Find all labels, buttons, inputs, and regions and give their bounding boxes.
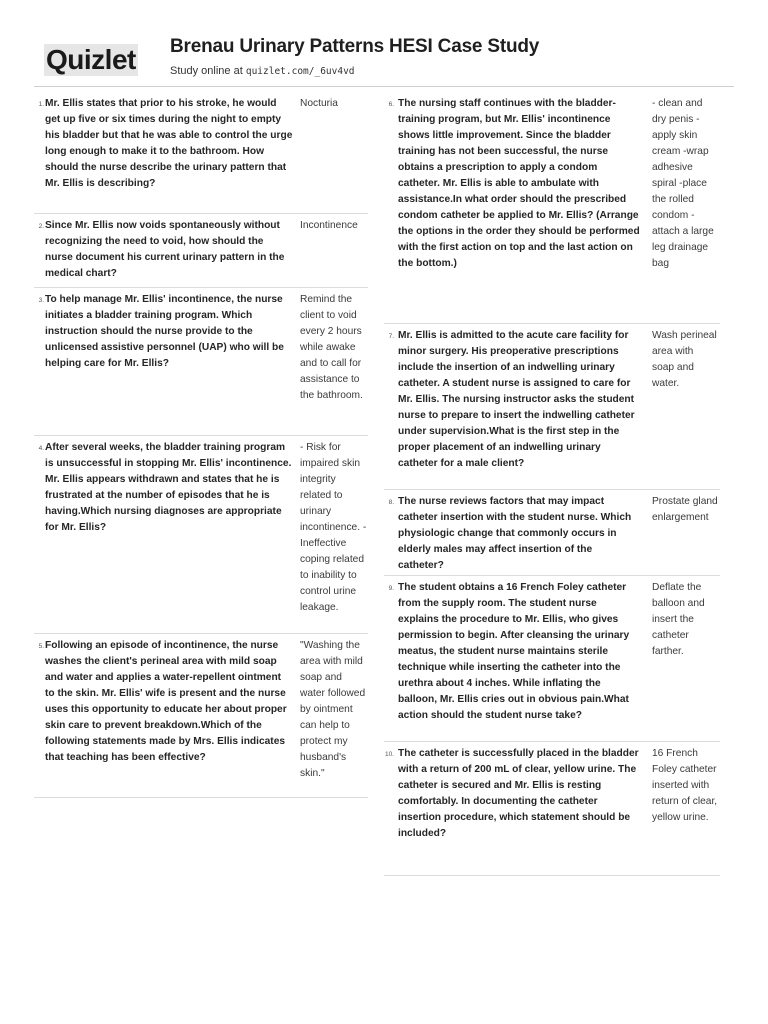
- card-term: The student obtains a 16 French Foley catheter from the supply room. The student nurse explains the procedure to Mr. Ellis, who gives permission to begin. After cleansing the urinary meatus, the student nurse maintains sterile technique while inserting the catheter into the urethra about 4 inches. While inflating the balloon, Mr. Ellis cries out in obvious pain.What action should the student nurse take?: [398, 582, 630, 721]
- card-number: 4.: [38, 445, 44, 452]
- card-term: The nurse reviews factors that may impact catheter insertion with the student nurse. Which physiologic change that commonly occurs in elderly males may affect insertion of the catheter?: [398, 496, 632, 571]
- card-definition: - Risk for impaired skin integrity related to urinary incontinence. - Ineffective coping related to inability to control urine leakage.: [300, 442, 367, 613]
- quizlet-logo[interactable]: Quizlet: [46, 44, 136, 75]
- card-number: 1.: [38, 101, 44, 108]
- flashcard-1: [34, 96, 368, 214]
- right-column: [384, 96, 720, 876]
- card-number: 5.: [38, 643, 44, 650]
- card-number: 3.: [38, 297, 44, 304]
- card-definition: Remind the client to void every 2 hours while awake and to call for assistance to the bathroom.: [300, 294, 363, 401]
- study-online-link[interactable]: quizlet.com/_6uv4vd: [245, 66, 355, 77]
- card-number: 8.: [388, 499, 394, 506]
- flashcard-2: [34, 214, 368, 288]
- card-term: After several weeks, the bladder training program is unsuccessful in stopping Mr. Ellis' incontinence. Mr. Ellis appears withdrawn and states that he is frustrated at the number of episodes that he is having.Which nursing diagnoses are appropriate for Mr. Ellis?: [45, 442, 292, 533]
- study-online-line: [170, 65, 355, 77]
- card-term: Since Mr. Ellis now voids spontaneously without recognizing the need to void, how should the nurse document his current urinary pattern in the medical chart?: [45, 220, 285, 279]
- card-term: Mr. Ellis states that prior to his stroke, he would get up five or six times during the night to empty his bladder but that he was able to control the urge long enough to make it to the bathroom. How should the nurse describe the urinary pattern that Mr. Ellis is describing?: [45, 98, 293, 189]
- card-definition: Prostate gland enlargement: [652, 496, 718, 523]
- page-header: [0, 0, 768, 88]
- card-number: 9.: [388, 585, 394, 592]
- card-definition: Deflate the balloon and insert the catheter farther.: [652, 582, 705, 657]
- flashcard-10: [384, 742, 720, 876]
- card-definition: Nocturia: [300, 98, 338, 109]
- flashcard-5: [34, 634, 368, 798]
- card-number: 2.: [38, 223, 44, 230]
- card-term: To help manage Mr. Ellis' incontinence, the nurse initiates a bladder training program. Which instruction should the nurse provide to the unlicensed assistive personnel (UAP) who will be helping care for Mr. Ellis?: [45, 294, 284, 369]
- card-term: The nursing staff continues with the bladder-training program, but Mr. Ellis' incontinence shows little improvement. Since the bladder training has not been successful, the nurse obtains a prescription to apply a condom catheter. Mr. Ellis is able to ambulate with assistance.In what order should the prescribed condom catheter be applied to Mr. Ellis? (Arrange the options in the order they should be performed with the first action on top and the last action on the bottom.): [398, 98, 640, 269]
- card-definition: "Washing the area with mild soap and water followed by ointment can help to protect my husband's skin.": [300, 640, 366, 779]
- card-definition: 16 French Foley catheter inserted with return of clear, yellow urine.: [652, 748, 718, 823]
- flashcard-7: [384, 324, 720, 490]
- page-title: Brenau Urinary Patterns HESI Case Study: [170, 36, 540, 57]
- card-number: 6.: [388, 101, 394, 108]
- card-definition: - clean and dry penis -apply skin cream -wrap adhesive spiral -place the rolled condom -attach a large leg drainage bag: [652, 98, 714, 269]
- flashcard-4: [34, 436, 368, 634]
- card-number: 7.: [388, 333, 394, 340]
- flashcard-8: [384, 490, 720, 576]
- flashcard-6: [384, 96, 720, 324]
- flashcard-3: [34, 288, 368, 436]
- card-definition: Wash perineal area with soap and water.: [652, 330, 717, 389]
- card-term: The catheter is successfully placed in the bladder with a return of 200 mL of clear, yellow urine. The catheter is secured and Mr. Ellis is resting comfortably. In documenting the catheter insertion procedure, which statement should be included?: [398, 748, 639, 839]
- card-definition: Incontinence: [300, 220, 358, 231]
- study-online-label: Study online at: [170, 65, 243, 77]
- left-column: [34, 96, 368, 798]
- card-term: Mr. Ellis is admitted to the acute care facility for minor surgery. His preoperative prescriptions include the insertion of an indwelling urinary catheter. A student nurse is assigned to care for Mr. Ellis. The nursing instructor asks the student nurse to prepare to insert the indwelling catheter under supervision.What is the first step in the proper placement of an indwelling urinary catheter for a male client?: [398, 330, 635, 469]
- flashcard-9: [384, 576, 720, 742]
- card-number: 10.: [384, 751, 394, 758]
- card-term: Following an episode of incontinence, the nurse washes the client's perineal area with mild soap and water and applies a water-repellent ointment to the skin. Mr. Ellis' wife is present and the nurse uses this opportunity to educate her about proper skin care to prevent breakdown.Which of the following statements made by Mrs. Ellis indicates that teaching has been effective?: [45, 640, 287, 763]
- header-divider: [34, 86, 734, 87]
